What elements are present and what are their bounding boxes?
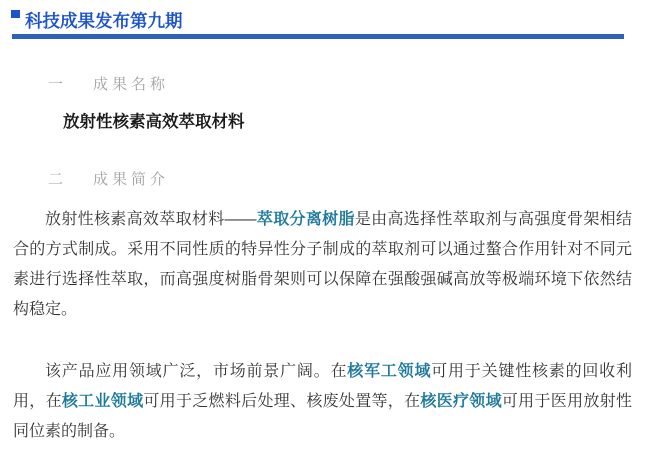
section-heading-intro: [48, 168, 632, 189]
header-divider: [12, 34, 624, 39]
achievement-name: 放射性核素高效萃取材料: [63, 113, 245, 131]
article-page: [0, 11, 645, 458]
text-run: 是由高选择性萃取剂与高强度骨架相结合的方式制成。采用不同性质的特异性分子制成的萃取剂可以通过螯合作用针对不同元素进行选择性萃取，而高强度树脂骨架则可以保障在强酸强碱高放等极端环境下依然结构稳定。: [13, 211, 632, 318]
highlight-term: 萃取分离树脂: [256, 211, 355, 228]
text-run: 放射性核素高效萃取材料——: [45, 211, 257, 228]
header-accent-square: [11, 10, 20, 18]
page-title: 科技成果发布第九期: [25, 11, 183, 31]
section-label: 成果名称: [93, 76, 170, 93]
text-run: 可用于乏燃料后处理、核废处置等，在: [143, 393, 421, 410]
section-heading-name: [48, 73, 632, 94]
intro-paragraph-2: [13, 357, 632, 447]
section-number: 一: [48, 76, 68, 93]
text-run: 该产品应用领域广泛，市场前景广阔。在: [45, 363, 348, 380]
highlight-term: 核工业领域: [61, 393, 144, 410]
text-run: 可用于关键性核素的回收利用，在: [13, 363, 632, 410]
section-number: 二: [48, 171, 68, 188]
intro-paragraph-1: [13, 205, 632, 325]
highlight-term: 核医疗领域: [420, 393, 502, 410]
highlight-term: 核军工领域: [347, 363, 432, 380]
text-run: 可用于医用放射性同位素的制备。: [13, 393, 632, 440]
section-label: 成果简介: [93, 171, 170, 188]
